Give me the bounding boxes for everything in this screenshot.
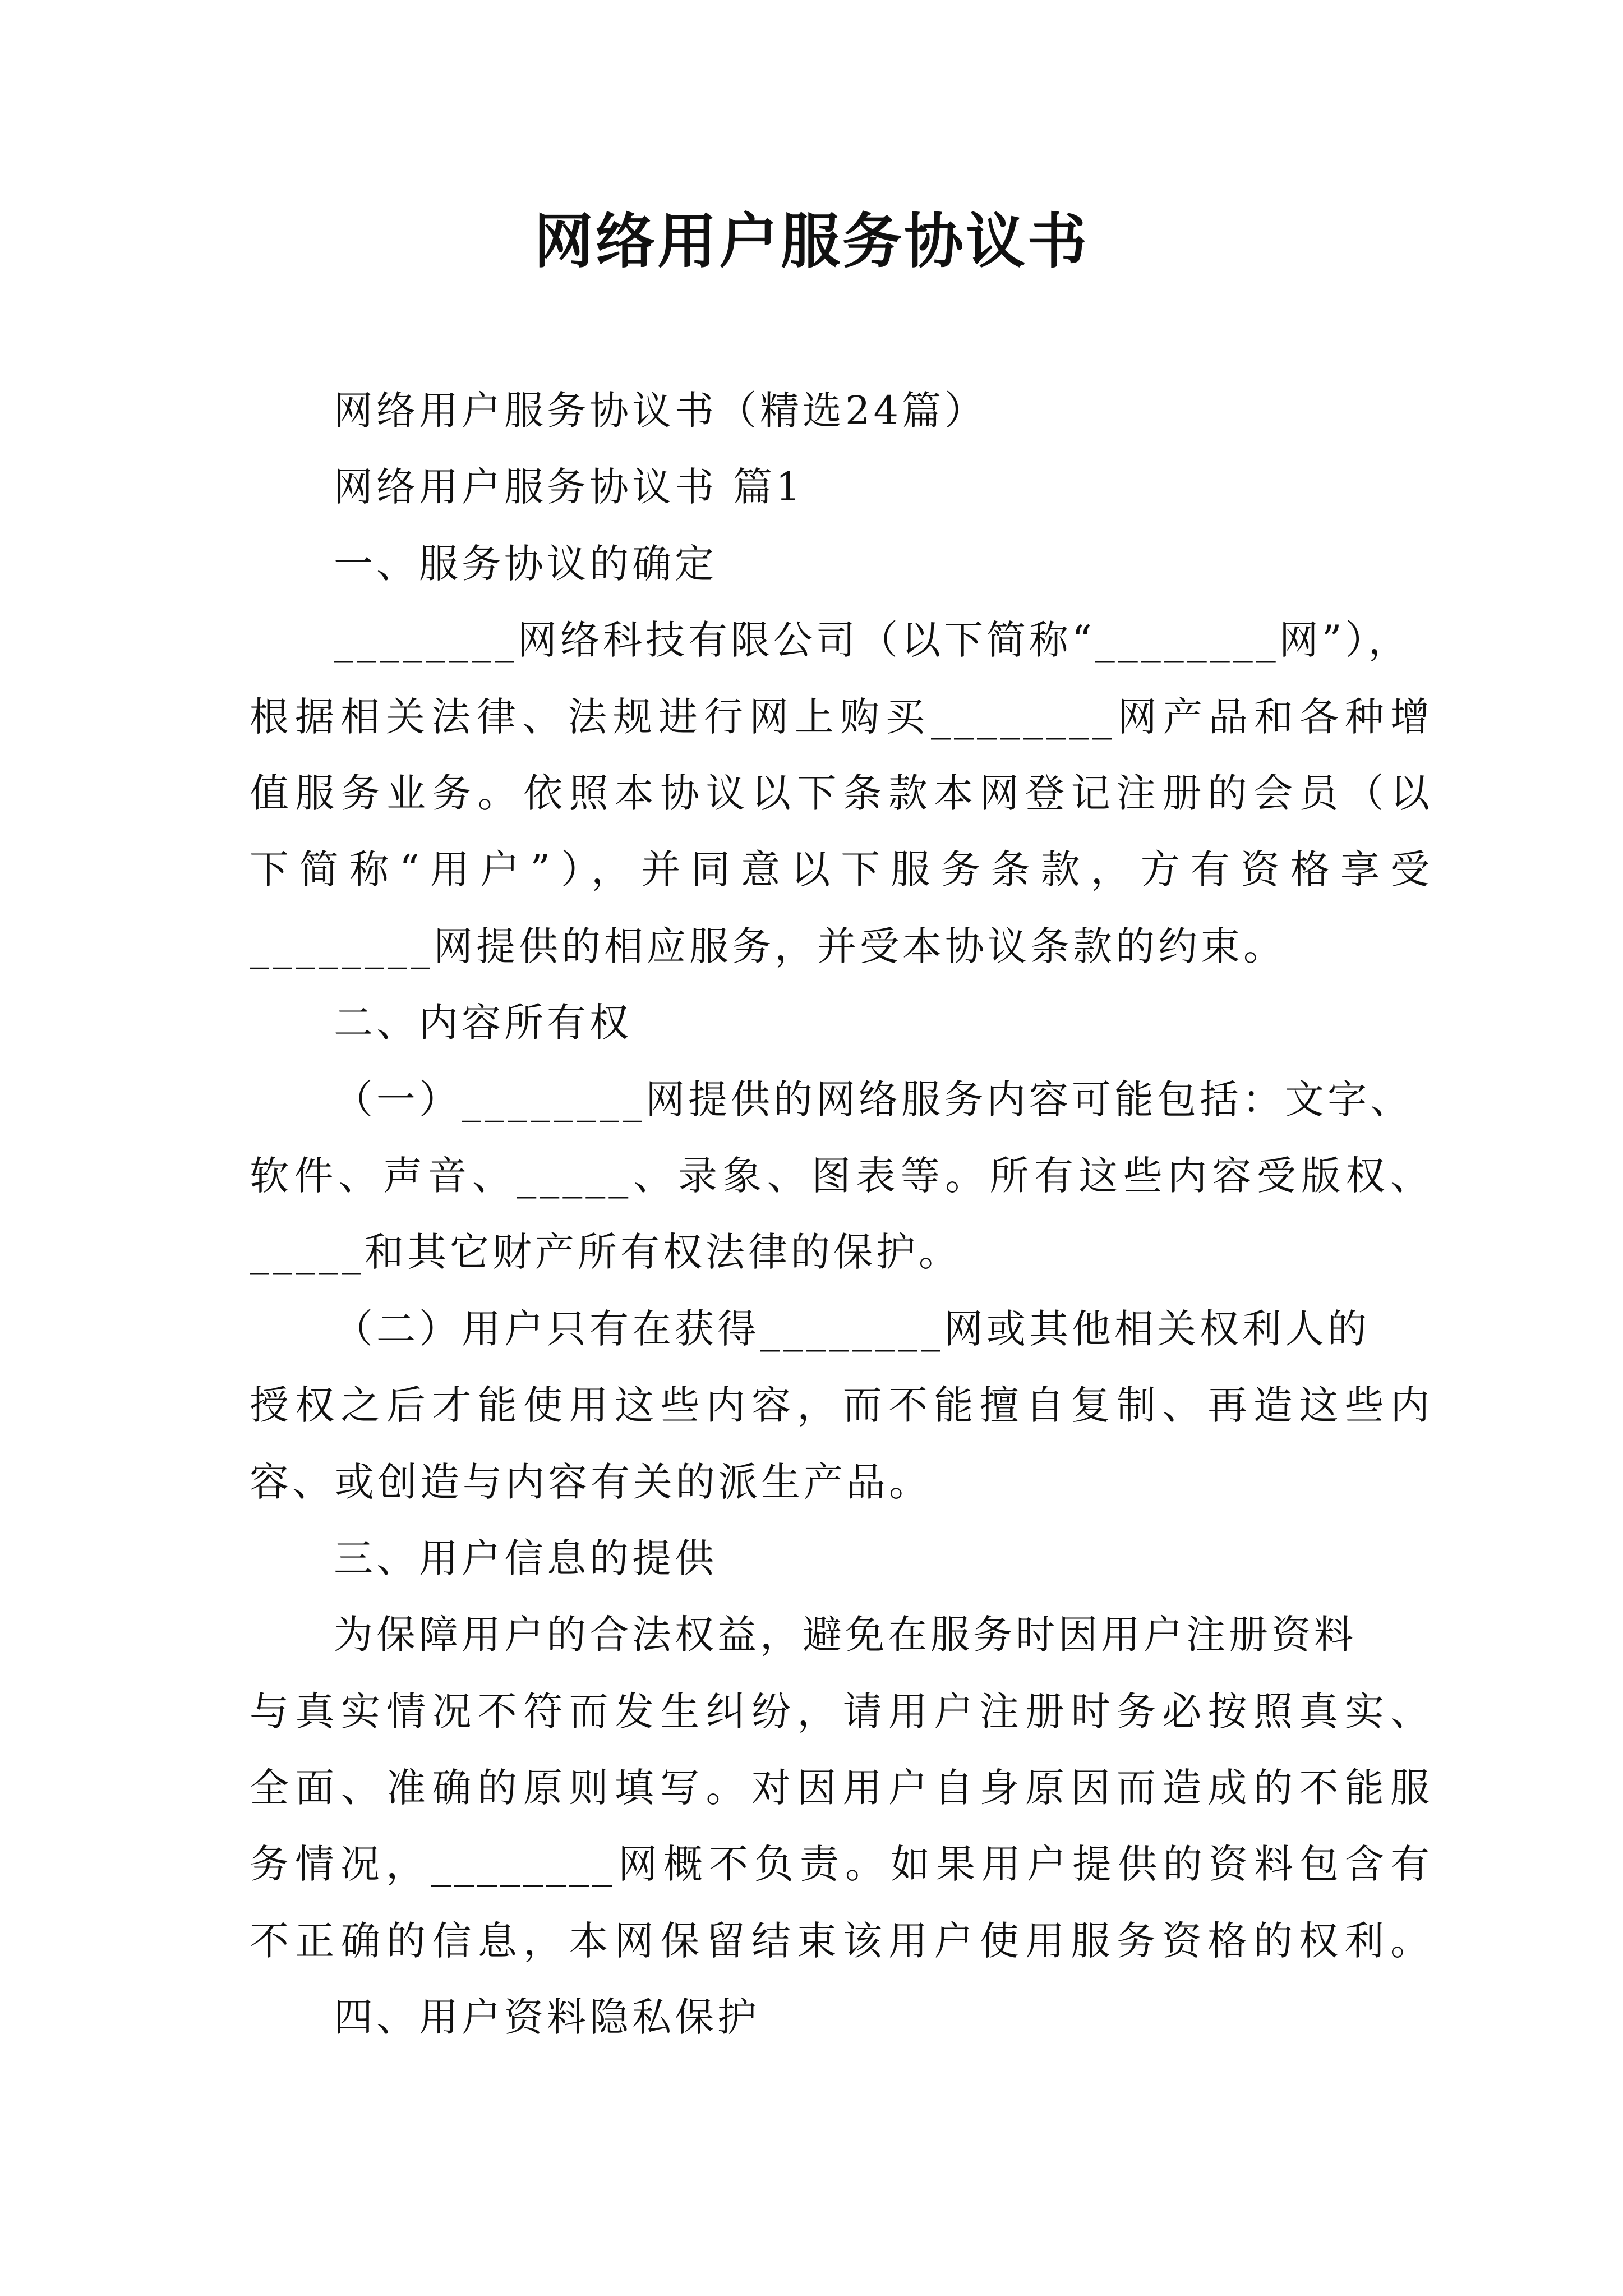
paragraph-line: 下简称“用户”），并同意以下服务条款，方有资格享受 [250, 846, 1433, 892]
section-heading-part1: 网络用户服务协议书 篇1 [334, 464, 804, 510]
subtitle-line: 网络用户服务协议书（精选24篇） [334, 388, 988, 434]
paragraph-line: 根据相关法律、法规进行网上购买________网产品和各种增 [250, 694, 1433, 740]
paragraph-line: 务情况，________网概不负责。如果用户提供的资料包含有 [250, 1841, 1433, 1887]
section-heading-1: 一、服务协议的确定 [334, 541, 717, 587]
section-heading-4: 四、用户资料隐私保护 [334, 1994, 760, 2040]
paragraph-line: _____和其它财产所有权法律的保护。 [250, 1229, 961, 1275]
paragraph-line: 与真实情况不符而发生纠纷，请用户注册时务必按照真实、 [250, 1688, 1433, 1734]
paragraph-line: ________网提供的相应服务，并受本协议条款的约束。 [250, 923, 1286, 969]
paragraph-line: （二）用户只有在获得________网或其他相关权利人的 [334, 1306, 1370, 1352]
paragraph-line: 不正确的信息，本网保留结束该用户使用服务资格的权利。 [250, 1918, 1433, 1964]
section-heading-2: 二、内容所有权 [334, 1000, 632, 1046]
section-heading-3: 三、用户信息的提供 [334, 1535, 717, 1581]
paragraph-line: 为保障用户的合法权益，避免在服务时因用户注册资料 [334, 1612, 1357, 1658]
paragraph-line: 授权之后才能使用这些内容，而不能擅自复制、再造这些内 [250, 1382, 1433, 1428]
paragraph-line: ________网络科技有限公司（以下简称“________网”）， [334, 617, 1411, 663]
paragraph-line: 容、或创造与内容有关的派生产品。 [250, 1459, 932, 1505]
paragraph-line: 值服务业务。依照本协议以下条款本网登记注册的会员（以 [250, 770, 1433, 816]
paragraph-line: （一）________网提供的网络服务内容可能包括：文字、 [334, 1076, 1413, 1122]
paragraph-line: 全面、准确的原则填写。对因用户自身原因而造成的不能服 [250, 1765, 1433, 1811]
paragraph-line: 软件、声音、_____、录象、图表等。所有这些内容受版权、 [250, 1153, 1433, 1199]
document-title: 网络用户服务协议书 [534, 206, 1089, 276]
